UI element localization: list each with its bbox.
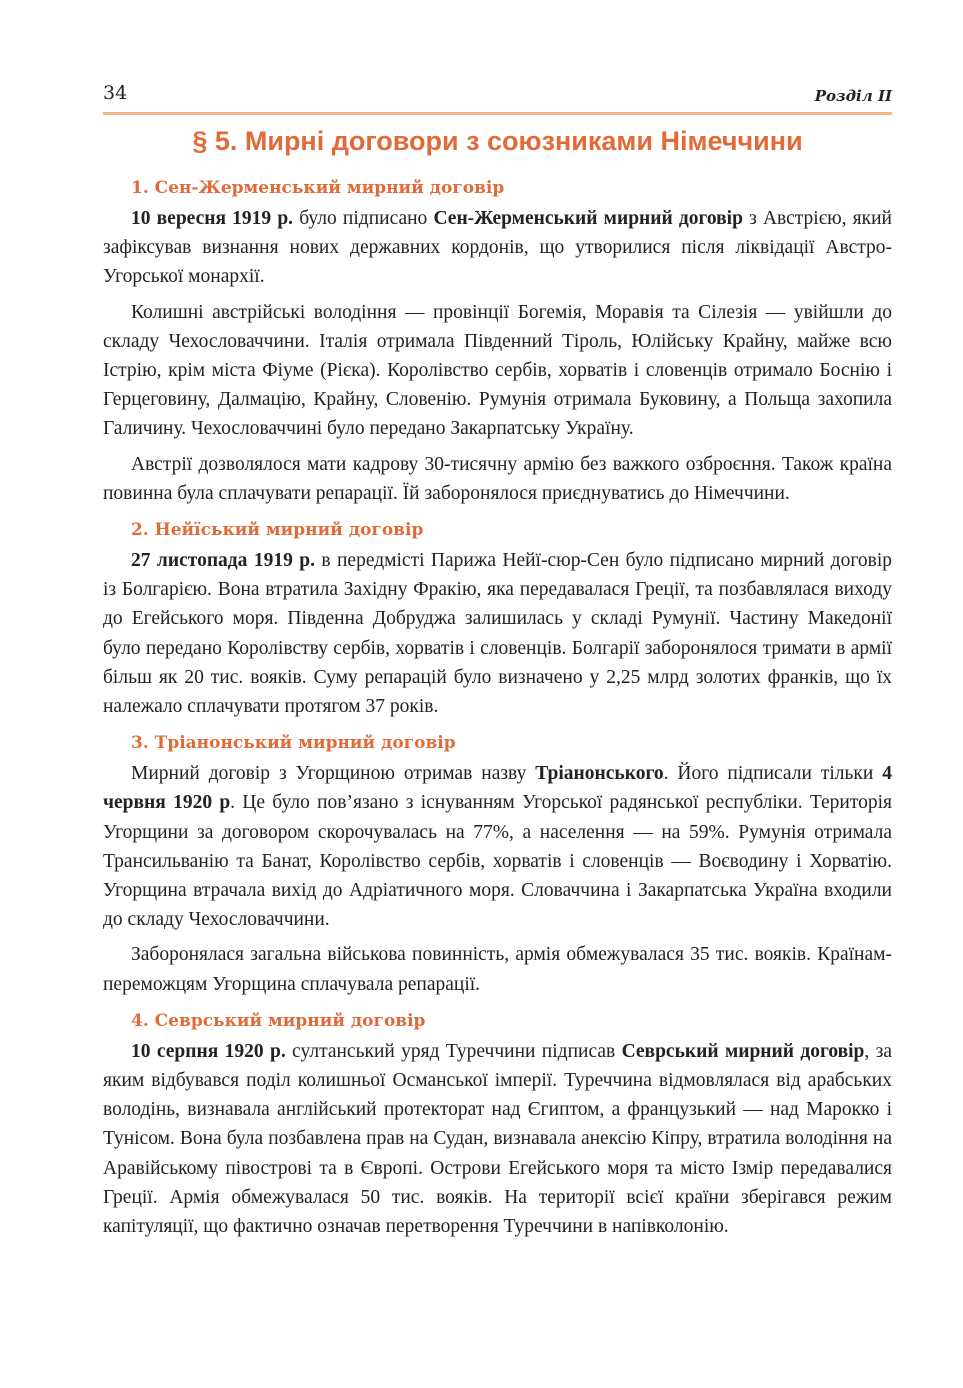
text-run: , за яким відбувався поділ колишньої Османської імперії. Туреччина відмовлялася від арабських володінь, визнавала англійський протекторат над Єгиптом, а французький — над Марокко і Тунісом. Вона була позбавлена прав на Судан, визнавала анексію Кіпру, втратила володіння на Аравійському півострові та в Європі. Острови Егейського моря та місто Ізмір передавалися Греції. Армія обмежувалася 50 тис. вояків. На території всієї країни зберігався режим капітуляції, що фактично означав перетворення Туреччини в напівколонію.: [103, 1040, 892, 1238]
page-number: 34: [103, 82, 128, 104]
section-heading: 2. Нейїський мирний договір: [131, 520, 424, 541]
main-content: [103, 172, 892, 1247]
header-divider: [103, 112, 892, 115]
paragraph: [103, 204, 892, 292]
text-run: в передмісті Парижа Нейї-сюр-Сен було підписано мирний договір із Болгарією. Вона втратила Західну Фракію, яка передавалася Греції, та позбавлялася виходу до Егейського моря. Південна Добруджа залишилась у складі Румунії. Частину Македонії було передано Королівству сербів, хорватів і словенців. Болгарії заборонялося тримати в армії більш як 20 тис. вояків. Суму репарацій було визначено у 2,25 млрд золотих франків, що їх належало сплачувати протягом 37 років.: [103, 550, 892, 718]
text-run: було підписано: [293, 208, 434, 229]
bold-term: Сен-Жерменський мирний договір: [433, 208, 743, 229]
section-4: [103, 1005, 892, 1241]
page-title: § 5. Мирні договори з союзниками Німеччини: [192, 126, 803, 156]
bold-term: Севрський мирний договір: [621, 1040, 865, 1062]
paragraph: Заборонялася загальна військова повинність, армія обмежувалася 35 тис. вояків. Країнам-переможцям Угорщина сплачувала репарації.: [103, 944, 892, 995]
paragraph: Колишні австрійські володіння — провінції Богемія, Моравія та Сілезія — увійшли до складу Чехословаччини. Італія отримала Південний Тіроль, Юлійську Крайну, майже всю Істрію, крім міста Фіуме (Рієка). Королівство сербів, хорватів і словенців отримало Боснію і Герцеговину, Далмацію, Крайну, Словенію. Румунія отримала Буковину, а Польща захопила Галичину. Чехословаччині було передано Закарпатську Україну.: [103, 301, 892, 440]
text-run: . Його підписали тільки: [663, 763, 883, 785]
text-run: з Австрією, який зафіксував визнання нових державних кордонів, що утворилися після ліквідації Австро-Угорської монархії.: [103, 208, 892, 288]
section-label: Розділ II: [814, 87, 892, 105]
bold-term: Тріанонського: [535, 763, 664, 785]
section-2: [103, 514, 892, 721]
bold-date: 4 червня 1920 р: [103, 763, 892, 814]
paragraph: [103, 1037, 892, 1241]
paragraph: [103, 759, 892, 934]
paragraph: [103, 546, 892, 721]
bold-date: 10 вересня 1919 р.: [131, 208, 294, 229]
section-3: [103, 727, 892, 999]
bold-date: 10 серпня 1920 р.: [131, 1040, 286, 1062]
text-run: султанський уряд Туреччини підписав: [285, 1040, 622, 1062]
section-heading: 3. Тріанонський мирний договір: [131, 733, 456, 754]
running-head: [103, 80, 892, 116]
section-heading: 4. Севрський мирний договір: [131, 1010, 426, 1031]
text-run: . Це було пов’язано з існуванням Угорської радянської республіки. Територія Угорщини за договором скорочувалась на 77%, а населення — на 59%. Румунія отримала Трансильванію та Банат, Королівство сербів, хорватів і словенців — Воєводину і Хорватію. Угорщина втрачала вихід до Адріатичного моря. Словаччина і Закарпатська Україна входили до складу Чехословаччини.: [103, 792, 892, 931]
text-run: Мирний договір з Угорщиною отримав назву: [131, 763, 536, 785]
section-1: [103, 172, 892, 508]
paragraph: Австрії дозволялося мати кадрову 30-тисячну армію без важкого озброєння. Також країна повинна була сплачувати репарації. Їй заборонялося приєднуватись до Німеччини.: [103, 453, 892, 504]
section-heading: 1. Сен-Жерменський мирний договір: [131, 178, 505, 198]
bold-date: 27 листопада 1919 р.: [131, 550, 315, 572]
